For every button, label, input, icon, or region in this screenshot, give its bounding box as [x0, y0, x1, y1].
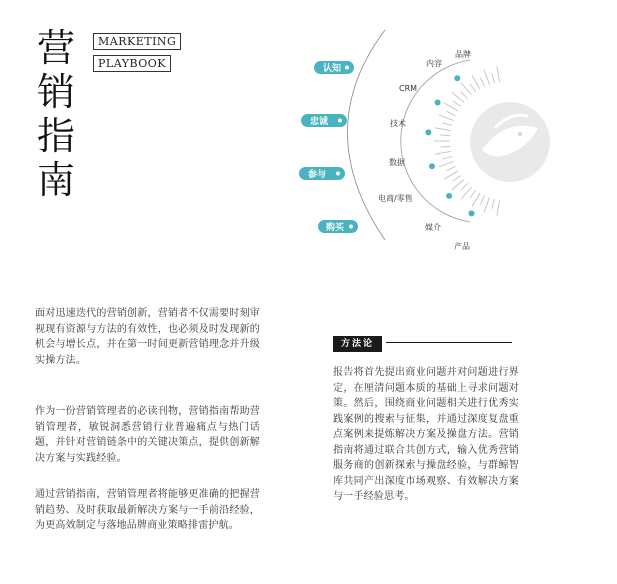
intro-paragraph-1: 面对迅速迭代的营销创新，营销者不仅需要时刻审视现有资源与方法的有效性，也必须及时发现新的机会与增长点，并在第一时间更新营销理念并升级实操方法。: [35, 308, 260, 366]
title-char: 营: [36, 26, 75, 70]
tick-mark: [472, 193, 480, 207]
ring-label-ecommerce: 电商/零售: [378, 194, 413, 203]
methodology-paragraph: 报告将首先提出商业问题并对问题进行界定，在厘清问题本质的基础上寻求问题对策。然后，围绕商业问题相关进行优秀实践案例的搜索与征集，并通过深度复盘重点案例来提炼解决方案及操盘方法。营销指南将通过联合共创方式，输入优秀营销服务商的创新探索与操盘经验，与群鲸智库共同产出深度市场观察、有效解决方案与一手经验思考。: [333, 367, 519, 502]
tick-mark: [442, 123, 452, 126]
title-char: 销: [36, 70, 75, 114]
tick-mark: [470, 84, 476, 92]
tick-mark: [480, 195, 484, 204]
ring-label-data: 数据: [389, 158, 405, 167]
methodology-label: 方法论: [333, 336, 382, 352]
tick-mark: [453, 101, 461, 107]
whale-emblem: [470, 102, 550, 182]
tick-mark: [497, 200, 500, 216]
tick-mark: [492, 73, 495, 83]
ring-label-crm: CRM: [399, 84, 418, 93]
pill-purchase-label: 购买: [326, 223, 345, 233]
ring-dots: [425, 75, 474, 216]
tick-mark: [440, 146, 450, 147]
ring-dot: [454, 75, 460, 81]
tick-mark: [440, 135, 450, 136]
ring-label-product: 产品: [454, 242, 470, 251]
tick-mark: [435, 128, 451, 131]
ring-dot: [425, 129, 431, 135]
tick-mark: [484, 197, 490, 212]
pill-engagement: [299, 167, 345, 180]
tick-mark: [453, 175, 461, 181]
tick-mark: [461, 183, 468, 190]
tick-mark: [439, 162, 454, 168]
outer-arc: [348, 30, 386, 240]
ring-dot: [469, 210, 475, 216]
title-char: 南: [36, 158, 75, 202]
ring-label-brand: 品牌: [455, 50, 471, 59]
pill-awareness-label: 认知: [323, 64, 342, 74]
ring-dot: [435, 100, 441, 106]
ring-dot: [446, 193, 452, 199]
tick-mark: [461, 92, 468, 99]
tick-mark: [444, 103, 458, 111]
tick-mark: [492, 199, 495, 209]
tick-mark: [484, 70, 490, 85]
title-char: 指: [36, 114, 75, 158]
subtitle-marketing: MARKETING: [93, 33, 181, 50]
pill-purchase: [318, 220, 358, 233]
tick-mark: [480, 78, 484, 87]
ring-dot: [429, 163, 435, 169]
tick-mark: [447, 166, 456, 170]
pill-loyalty-label: 忠诚: [310, 117, 329, 127]
methodology-rule: [386, 342, 512, 343]
tick-mark: [435, 151, 451, 154]
tick-mark: [447, 111, 456, 115]
pill-awareness: [314, 61, 354, 74]
ring-label-media: 媒介: [425, 223, 441, 232]
tick-mark: [497, 66, 500, 82]
subtitle-playbook: PLAYBOOK: [93, 55, 171, 72]
ring-label-content: 内容: [426, 59, 442, 68]
tick-mark: [442, 157, 452, 160]
intro-paragraph-2: 作为一份营销管理者的必读刊物，营销指南帮助营销管理者，敏锐洞悉营销行业普遍痛点与热门话题，并针对营销链条中的关键决策点，提供创新解决方案与实践经验。: [35, 406, 260, 464]
ring-label-tech: 技术: [390, 119, 406, 128]
pill-engagement-label: 参与: [308, 170, 327, 180]
tick-mark: [444, 171, 458, 179]
tick-mark: [470, 190, 476, 198]
intro-paragraph-3: 通过营销指南，营销管理者将能够更准确的把握营销趋势、及时获取最新解决方案与一手前沿经验，为更高效制定与落地品牌商业策略排雷护航。: [35, 489, 260, 531]
tick-mark: [472, 75, 480, 89]
tick-mark: [439, 115, 454, 121]
pill-loyalty: [301, 114, 347, 127]
